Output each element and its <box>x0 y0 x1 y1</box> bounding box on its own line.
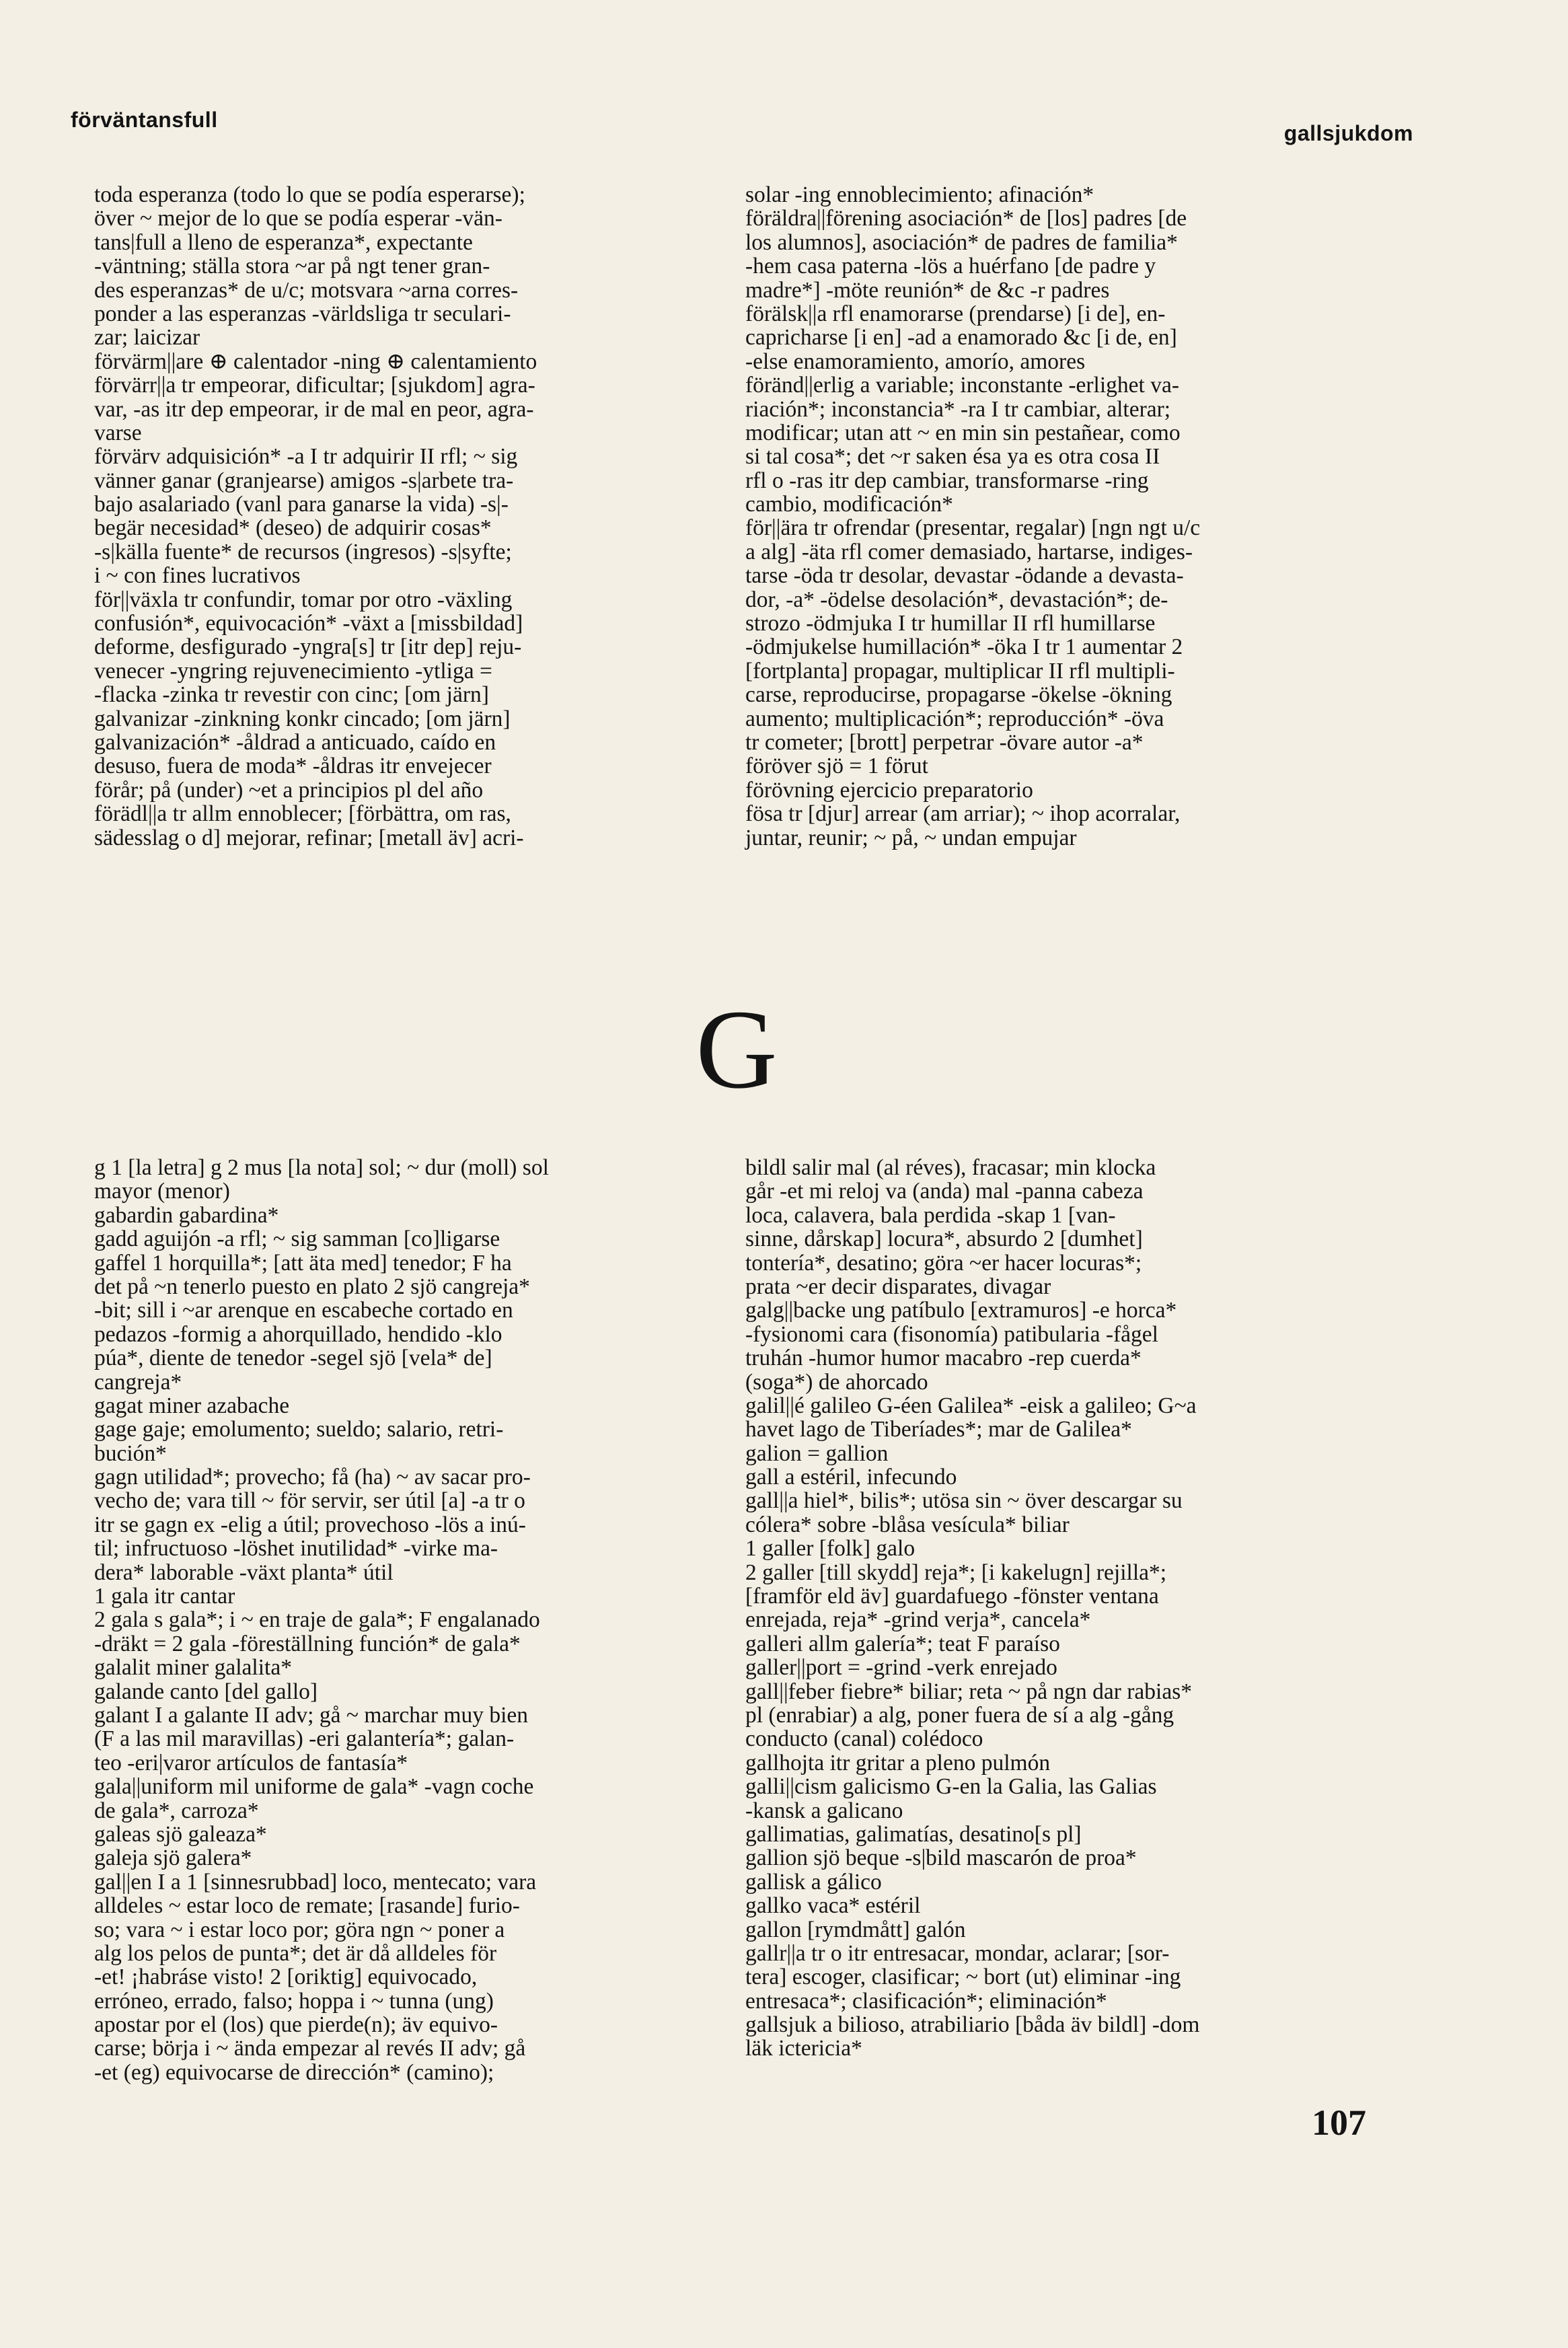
entry-line: 1 galler [folk] galo <box>745 1536 916 1562</box>
entry-line: föröver sjö = 1 förut <box>745 754 928 779</box>
entry-line: conducto (canal) colédoco <box>745 1726 983 1752</box>
column-bottom-left <box>94 1155 716 2085</box>
entry-line: [framför eld äv] guardafuego -fönster ventana <box>745 1584 1159 1609</box>
entry-line: gagat miner azabache <box>94 1393 290 1418</box>
entry-line: begär necesidad* (deseo) de adquirir cosas* <box>94 515 492 541</box>
entry-line: gallisk a gálico <box>745 1869 882 1895</box>
entry-line: -hem casa paterna -lös a huérfano [de padre y <box>745 254 1156 279</box>
section-letter: G <box>696 987 778 1112</box>
entry-line: 1 gala itr cantar <box>94 1584 235 1609</box>
entry-line: galion = gallion <box>745 1440 889 1466</box>
entry-line: det på ~n tenerlo puesto en plato 2 sjö cangreja* <box>94 1274 530 1299</box>
entry-line: -fysionomi cara (fisonomía) patibularia -fågel <box>745 1321 1158 1347</box>
entry-line: galil||é galileo G-éen Galilea* -eisk a galileo; G~a <box>745 1393 1197 1418</box>
entry-line: över ~ mejor de lo que se podía esperar -vän- <box>94 206 502 231</box>
entry-line: a alg] -äta rfl comer demasiado, hartarse, indiges- <box>745 539 1193 564</box>
entry-line: alg los pelos de punta*; det är då alldeles för <box>94 1940 497 1966</box>
entry-line: deforme, desfigurado -yngra[s] tr [itr dep] reju- <box>94 634 522 660</box>
entry-line: gadd aguijón -a rfl; ~ sig samman [co]ligarse <box>94 1226 500 1252</box>
entry-line: mayor (menor) <box>94 1179 230 1204</box>
entry-line: galvanización* -åldrad a anticuado, caído en <box>94 729 496 755</box>
entry-line: -flacka -zinka tr revestir con cinc; [om järn] <box>94 682 489 708</box>
entry-line: bución* <box>94 1440 167 1466</box>
entry-line: tans|full a lleno de esperanza*, expectante <box>94 229 473 255</box>
entry-line: var, -as itr dep empeorar, ir de mal en peor, agra- <box>94 396 534 422</box>
entry-line: gall||a hiel*, bilis*; utösa sin ~ över descargar su <box>745 1488 1183 1514</box>
entry-line: i ~ con fines lucrativos <box>94 563 301 589</box>
entry-line: carse; börja i ~ ända empezar al revés II adv; gå <box>94 2036 526 2061</box>
entry-line: juntar, reunir; ~ på, ~ undan empujar <box>745 825 1077 850</box>
entry-line: fösa tr [djur] arrear (am arriar); ~ ihop acorralar, <box>745 801 1181 827</box>
entry-line: confusión*, equivocación* -växt a [missbildad] <box>94 611 523 636</box>
entry-line: föräldra||förening asociación* de [los] padres [de <box>745 206 1187 231</box>
entry-line: vänner ganar (granjearse) amigos -s|arbete tra- <box>94 468 514 493</box>
entry-line: gaffel 1 horquilla*; [att äta med] tenedor; F ha <box>94 1250 512 1276</box>
entry-line: (F a las mil maravillas) -eri galantería*; galan- <box>94 1726 515 1752</box>
column-bottom-right <box>745 1156 1374 2084</box>
entry-line: förvärr||a tr empeorar, dificultar; [sjukdom] agra- <box>94 373 535 398</box>
entry-line: enrejada, reja* -grind verja*, cancela* <box>745 1607 1091 1633</box>
entry-line: -ödmjukelse humillación* -öka I tr 1 aumentar 2 <box>745 634 1183 660</box>
entry-line: tera] escoger, clasificar; ~ bort (ut) eliminar -ing <box>745 1965 1181 1990</box>
running-head-right: gallsjukdom <box>1283 121 1413 145</box>
entry-line: solar -ing ennoblecimiento; afinación* <box>745 182 1094 207</box>
entry-line: gagn utilidad*; provecho; få (ha) ~ av sacar pro- <box>94 1465 531 1490</box>
entry-line: förälsk||a rfl enamorarse (prendarse) [i de], en- <box>745 301 1166 326</box>
entry-line: des esperanzas* de u/c; motsvara ~arna corres- <box>94 277 519 303</box>
entry-line: (soga*) de ahorcado <box>745 1369 928 1395</box>
entry-line: rfl o -ras itr dep cambiar, transformarse -ring <box>745 468 1149 493</box>
entry-line: g 1 [la letra] g 2 mus [la nota] sol; ~ dur (moll) sol <box>94 1155 549 1180</box>
entry-line: gabardin gabardina* <box>94 1202 279 1228</box>
entry-line: förädl||a tr allm ennoblecer; [förbättra, om ras, <box>94 801 511 827</box>
entry-line: -bit; sill i ~ar arenque en escabeche cortado en <box>94 1298 513 1323</box>
column-top-left <box>94 183 703 863</box>
entry-line: pedazos -formig a ahorquillado, hendido -klo <box>94 1321 502 1347</box>
entry-line: cambio, modificación* <box>745 492 953 517</box>
entry-line: toda esperanza (todo lo que se podía esperarse); <box>94 182 525 207</box>
entry-line: loca, calavera, bala perdida -skap 1 [van- <box>745 1202 1116 1228</box>
entry-line: riación*; inconstancia* -ra I tr cambiar, alterar; <box>745 396 1171 422</box>
entry-line: dor, -a* -ödelse desolación*, devastación*; de- <box>745 587 1168 612</box>
entry-line: gallr||a tr o itr entresacar, mondar, aclarar; [sor- <box>745 1940 1170 1966</box>
entry-line: läk ictericia* <box>745 2036 862 2061</box>
entry-line: förvärv adquisición* -a I tr adquirir II rfl; ~ sig <box>94 444 518 470</box>
entry-line: havet lago de Tiberíades*; mar de Galilea* <box>745 1417 1132 1442</box>
entry-line: los alumnos], asociación* de padres de familia* <box>745 229 1178 255</box>
entry-line: -dräkt = 2 gala -föreställning función* de gala* <box>94 1631 521 1656</box>
entry-line: galg||backe ung patíbulo [extramuros] -e horca* <box>745 1298 1177 1323</box>
entry-line: tarse -öda tr desolar, devastar -ödande a devasta- <box>745 563 1184 589</box>
entry-line: til; infructuoso -löshet inutilidad* -virke ma- <box>94 1536 498 1562</box>
entry-line: galvanizar -zinkning konkr cincado; [om järn] <box>94 706 511 731</box>
entry-line: gala||uniform mil uniforme de gala* -vagn coche <box>94 1774 534 1800</box>
entry-line: varse <box>94 420 142 445</box>
entry-line: zar; laicizar <box>94 325 200 351</box>
entry-line: capricharse [i en] -ad a enamorado &c [i de, en] <box>745 325 1177 351</box>
entry-line: sädesslag o d] mejorar, refinar; [metall äv] acri- <box>94 825 524 850</box>
entry-line: galalit miner galalita* <box>94 1655 292 1681</box>
entry-line: strozo -ödmjuka I tr humillar II rfl humillarse <box>745 611 1156 636</box>
column-top-right <box>745 183 1371 876</box>
entry-line: galande canto [del gallo] <box>94 1679 318 1704</box>
entry-line: gallko vaca* estéril <box>745 1893 921 1919</box>
entry-line: alldeles ~ estar loco de remate; [rasande] furio- <box>94 1893 520 1919</box>
entry-line: -else enamoramiento, amorío, amores <box>745 348 1086 374</box>
entry-line: galleri allm galería*; teat F paraíso <box>745 1631 1060 1656</box>
entry-line: för||ära tr ofrendar (presentar, regalar) [ngn ngt u/c <box>745 515 1201 541</box>
entry-line: -s|källa fuente* de recursos (ingresos) -s|syfte; <box>94 539 512 564</box>
entry-line: -väntning; ställa stora ~ar på ngt tener gran- <box>94 254 490 279</box>
entry-line: modificar; utan att ~ en min sin pestañear, como <box>745 420 1181 445</box>
entry-line: venecer -yngring rejuvenecimiento -ytliga = <box>94 658 492 684</box>
entry-line: cangreja* <box>94 1369 182 1395</box>
entry-line: so; vara ~ i estar loco por; göra ngn ~ poner a <box>94 1917 505 1942</box>
entry-line: sinne, dårskap] locura*, absurdo 2 [dumhet] <box>745 1226 1143 1252</box>
entry-line: vecho de; vara till ~ för servir, ser útil [a] -a tr o <box>94 1488 525 1514</box>
entry-line: gallimatias, galimatías, desatino[s pl] <box>745 1821 1082 1847</box>
entry-line: galeja sjö galera* <box>94 1845 252 1871</box>
entry-line: gallion sjö beque -s|bild mascarón de proa* <box>745 1845 1137 1871</box>
entry-line: 2 gala s gala*; i ~ en traje de gala*; F engalanado <box>94 1607 540 1633</box>
entry-line: [fortplanta] propagar, multiplicar II rfl multipli- <box>745 658 1175 684</box>
entry-line: -et (eg) equivocarse de dirección* (camino); <box>94 2059 494 2085</box>
entry-line: truhán -humor humor macabro -rep cuerda* <box>745 1346 1142 1371</box>
entry-line: gal||en I a 1 [sinnesrubbad] loco, mentecato; vara <box>94 1869 537 1895</box>
entry-line: gall||feber fiebre* biliar; reta ~ på ngn dar rabias* <box>745 1679 1193 1704</box>
entry-line: bajo asalariado (vanl para ganarse la vida) -s|- <box>94 492 509 517</box>
entry-line: apostar por el (los) que pierde(n); äv equivo- <box>94 2012 498 2038</box>
entry-line: -et! ¡habráse visto! 2 [oriktig] equivocado, <box>94 1965 478 1990</box>
entry-line: gage gaje; emolumento; sueldo; salario, retri- <box>94 1417 504 1442</box>
entry-line: tr cometer; [brott] perpetrar -övare autor -a* <box>745 729 1144 755</box>
entry-line: dera* laborable -växt planta* útil <box>94 1560 394 1585</box>
entry-line: går -et mi reloj va (anda) mal -panna cabeza <box>745 1179 1144 1204</box>
entry-line: desuso, fuera de moda* -åldras itr envejecer <box>94 754 492 779</box>
entry-line: gallon [rymdmått] galón <box>745 1917 966 1942</box>
entry-line: gallhojta itr gritar a pleno pulmón <box>745 1750 1051 1775</box>
entry-line: bildl salir mal (al réves), fracasar; min klocka <box>745 1155 1156 1180</box>
entry-line: föränd||erlig a variable; inconstante -erlighet va- <box>745 373 1179 398</box>
running-head-left: förväntansfull <box>71 108 218 132</box>
entry-line: gallsjuk a bilioso, atrabiliario [båda äv bildl] -dom <box>745 2012 1200 2038</box>
entry-line: de gala*, carroza* <box>94 1798 259 1823</box>
entry-line: tontería*, desatino; göra ~er hacer locuras*; <box>745 1250 1142 1276</box>
entry-line: förvärm||are ⊕ calentador -ning ⊕ calentamiento <box>94 348 537 374</box>
entry-line: ponder a las esperanzas -världsliga tr seculari- <box>94 301 511 326</box>
entry-line: cólera* sobre -blåsa vesícula* biliar <box>745 1512 1070 1537</box>
entry-line: erróneo, errado, falso; hoppa i ~ tunna (ung) <box>94 1988 494 2014</box>
entry-line: galli||cism galicismo G-en la Galia, las Galias <box>745 1774 1157 1800</box>
page-number: 107 <box>1312 2102 1366 2143</box>
entry-line: púa*, diente de tenedor -segel sjö [vela* de] <box>94 1346 492 1371</box>
entry-line: galeas sjö galeaza* <box>94 1821 267 1847</box>
entry-line: galler||port = -grind -verk enrejado <box>745 1655 1057 1681</box>
entry-line: si tal cosa*; det ~r saken ésa ya es otra cosa II <box>745 444 1160 470</box>
entry-line: aumento; multiplicación*; reproducción* -öva <box>745 706 1164 731</box>
entry-line: galant I a galante II adv; gå ~ marchar muy bien <box>94 1702 529 1728</box>
entry-line: madre*] -möte reunión* de &c -r padres <box>745 277 1110 303</box>
entry-line: för||växla tr confundir, tomar por otro -växling <box>94 587 513 612</box>
entry-line: itr se gagn ex -elig a útil; provechoso -lös a inú- <box>94 1512 526 1537</box>
entry-line: pl (enrabiar) a alg, poner fuera de sí a alg -gång <box>745 1702 1174 1728</box>
entry-line: förår; på (under) ~et a principios pl del año <box>94 777 484 803</box>
entry-line: 2 galler [till skydd] reja*; [i kakelugn] rejilla*; <box>745 1560 1167 1585</box>
entry-line: gall a estéril, infecundo <box>745 1465 957 1490</box>
entry-line: förövning ejercicio preparatorio <box>745 777 1033 803</box>
entry-line: -kansk a galicano <box>745 1798 903 1823</box>
entry-line: prata ~er decir disparates, divagar <box>745 1274 1051 1299</box>
entry-line: entresaca*; clasificación*; eliminación* <box>745 1988 1107 2014</box>
entry-line: carse, reproducirse, propagarse -ökelse -ökning <box>745 682 1172 708</box>
entry-line: teo -eri|varor artículos de fantasía* <box>94 1750 408 1775</box>
